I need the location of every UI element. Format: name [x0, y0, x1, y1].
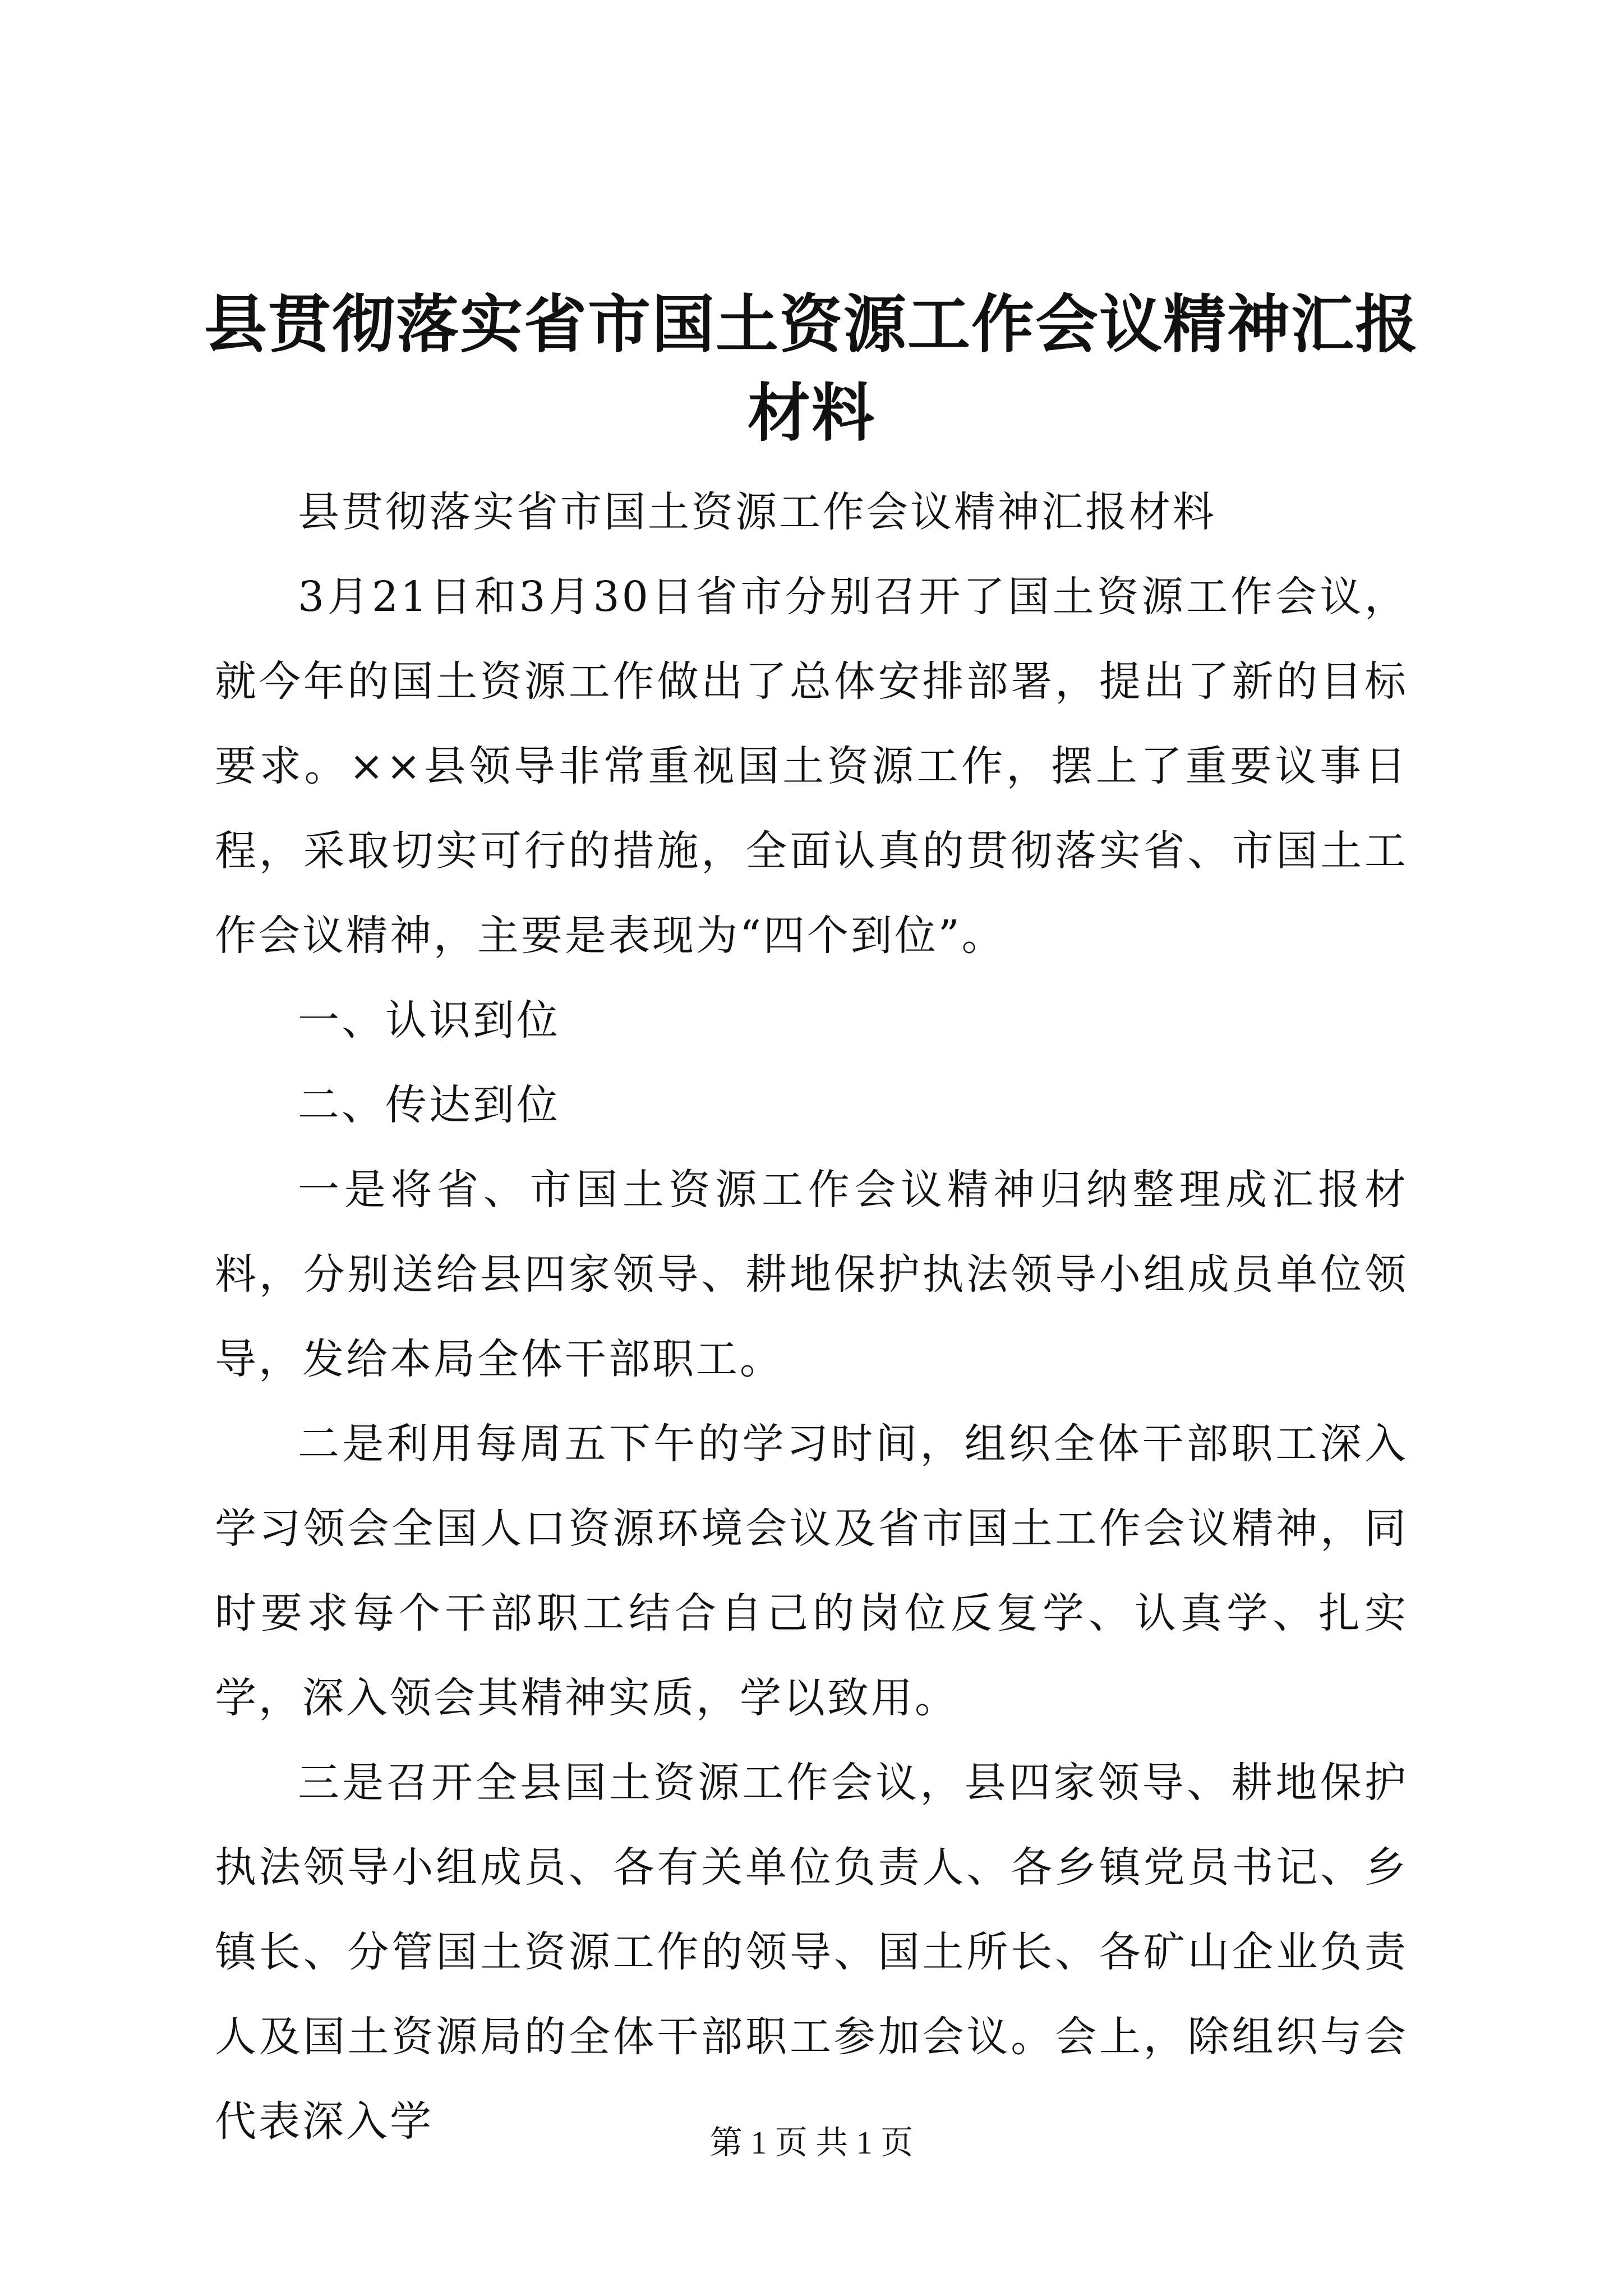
paragraph-intro: 3月21日和3月30日省市分别召开了国土资源工作会议，就今年的国土资源工作做出了总体安排部署，提出了新的目标要求。××县领导非常重视国土资源工作，摆上了重要议事日程，采取切实可行的措施，全面认真的贯彻落实省、市国土工作会议精神，主要是表现为“四个到位”。: [215, 573, 1408, 960]
paragraph-subtitle: 县贯彻落实省市国土资源工作会议精神汇报材料: [298, 488, 1216, 536]
page-number-footer: 第 1 页 共 1 页: [709, 2124, 914, 2161]
document-title: 县贯彻落实省市国土资源工作会议精神汇报材料: [204, 288, 1419, 450]
section-heading-1: 一、认识到位: [298, 996, 560, 1045]
document-body: [215, 470, 1408, 2164]
paragraph-point-2: 二是利用每周五下午的学习时间，组织全体干部职工深入学习领会全国人口资源环境会议及省市国土工作会议精神，同时要求每个干部职工结合自己的岗位反复学、认真学、扎实学，深入领会其精神实质，学以致用。: [215, 1420, 1408, 1722]
section-heading-2: 二、传达到位: [298, 1081, 560, 1129]
paragraph-point-3: 三是召开全县国土资源工作会议，县四家领导、耕地保护执法领导小组成员、各有关单位负责人、各乡镇党员书记、乡镇长、分管国土资源工作的领导、国土所长、各矿山企业负责人及国土资源局的全体干部职工参加会议。会上，除组织与会代表深入学: [215, 1759, 1408, 2146]
paragraph-point-1: 一是将省、市国土资源工作会议精神归纳整理成汇报材料，分别送给县四家领导、耕地保护执法领导小组成员单位领导，发给本局全体干部职工。: [215, 1166, 1408, 1383]
